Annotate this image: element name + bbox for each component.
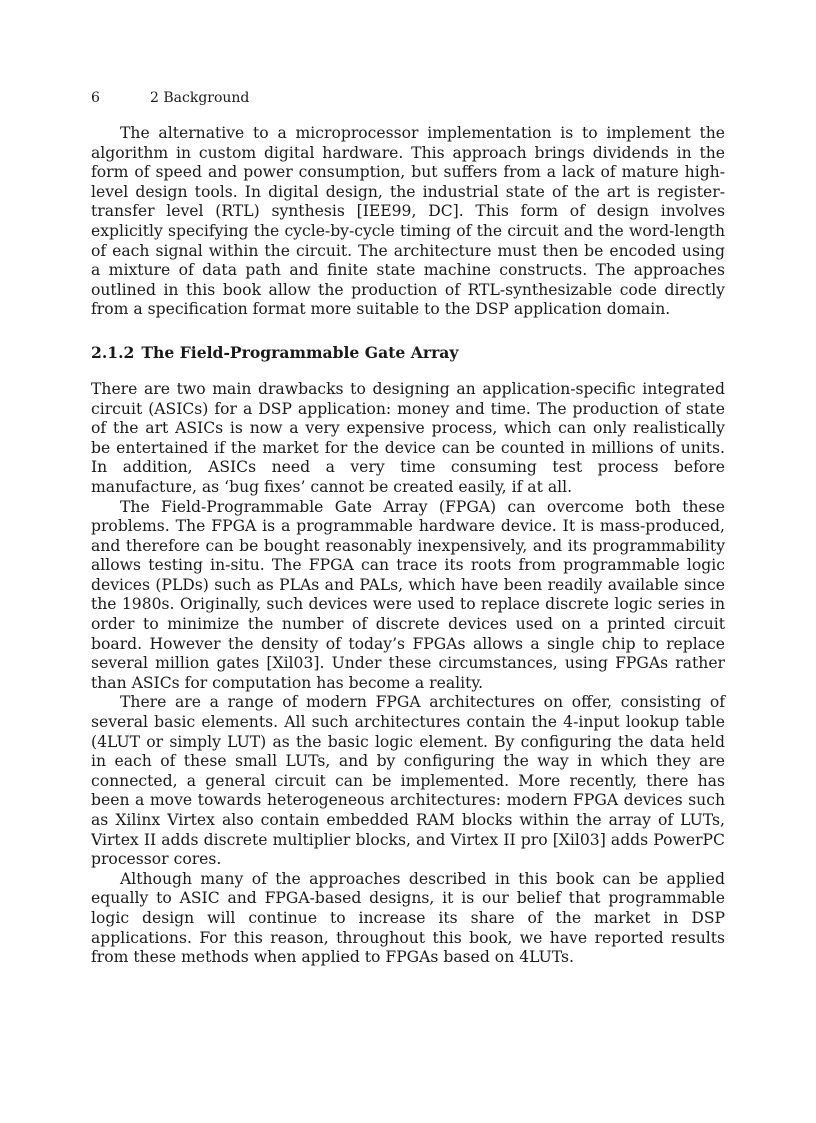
chapter-title: 2 Background	[150, 90, 250, 106]
paragraph-fpga-architectures: There are a range of modern FPGA architectures on offer, consisting of several basic elements. All such architectures contain the 4-input lookup table (4LUT or simply LUT) as the basic logic element. By configuring the data held in each of these small LUTs, and by configuring the way in which they are connected, a general circuit can be implemented. More recently, there has been a move towards heterogeneous architectures: modern FPGA devices such as Xilinx Virtex also contain embedded RAM blocks within the array of LUTs, Virtex II adds discrete multiplier blocks, and Virtex II pro [Xil03] adds PowerPC processor cores.	[91, 693, 725, 869]
paragraph-rtl-synthesis: The alternative to a microprocessor implementation is to implement the algorithm in custom digital hardware. This approach brings dividends in the form of speed and power consumption, but suffers from a lack of mature high-level design tools. In digital design, the industrial state of the art is register-transfer level (RTL) synthesis [IEE99, DC]. This form of design involves explicitly specifying the cycle-by-cycle timing of the circuit and the word-length of each signal within the circuit. The architecture must then be encoded using a mixture of data path and finite state machine constructs. The approaches outlined in this book allow the production of RTL-synthesizable code directly from a specification format more suitable to the DSP application domain.	[91, 124, 725, 319]
paragraph-fpga-conclusion: Although many of the approaches described in this book can be applied equally to ASIC and FPGA-based designs, it is our belief that programmable logic design will continue to increase its share of the market in DSP applications. For this reason, throughout this book, we have reported results from these methods when applied to FPGAs based on 4LUTs.	[91, 869, 725, 967]
paragraph-fpga-overview: The Field-Programmable Gate Array (FPGA) can overcome both these problems. The FPGA is a programmable hardware device. It is mass-produced, and therefore can be bought reasonably inexpensively, and its programmability allows testing in-situ. The FPGA can trace its roots from programmable logic devices (PLDs) such as PLAs and PALs, which have been readily available since the 1980s. Originally, such devices were used to replace discrete logic series in order to minimize the number of discrete devices used on a printed circuit board. However the density of today’s FPGAs allows a single chip to replace several million gates [Xil03]. Under these circumstances, using FPGAs rather than ASICs for computation has become a reality.	[91, 497, 725, 692]
section-title: The Field-Programmable Gate Array	[141, 342, 459, 362]
paragraph-asic-drawbacks: There are two main drawbacks to designing an application-specific integrated circuit (ASICs) for a DSP application: money and time. The production of state of the art ASICs is now a very expensive process, which can only realistically be entertained if the market for the device can be counted in millions of units. In addition, ASICs need a very time consuming test process before manufacture, as ‘bug fixes’ cannot be created easily, if at all.	[91, 379, 725, 496]
section-heading	[91, 343, 725, 363]
book-page	[91, 88, 725, 968]
section-number: 2.1.2	[91, 342, 135, 362]
page-number: 6	[91, 90, 100, 106]
running-head	[91, 88, 725, 108]
